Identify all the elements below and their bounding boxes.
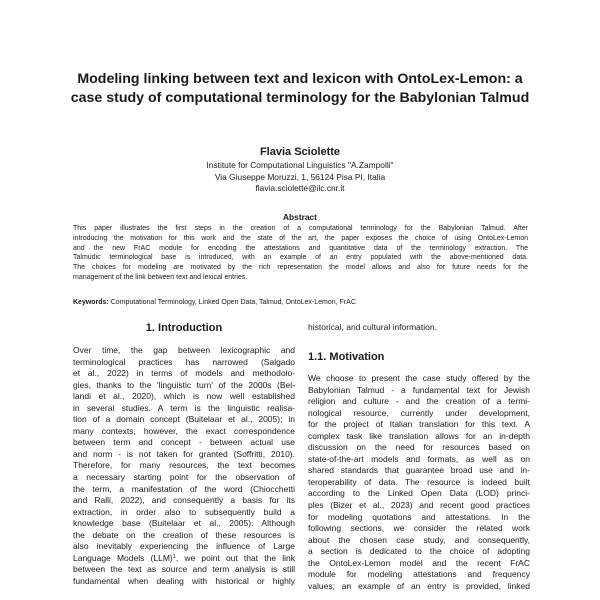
- body-line: We choose to present the case study offered by the: [308, 373, 530, 383]
- body-line: for the project of Italian translation for this text. A: [308, 419, 530, 430]
- body-line: a necessary starting point for the observation of: [73, 472, 295, 483]
- body-line: between the text as source and term analysis is still: [73, 564, 295, 575]
- body-line: ples (Bizer et al., 2023) and recent good practices: [308, 500, 530, 511]
- body-line: about the chosen case study, and consequently,: [308, 534, 530, 545]
- keywords-text: Computational Terminology, Linked Open Data, Talmud, OntoLex-Lemon, FrAC: [108, 299, 356, 306]
- body-line: Therefore, for many resources, the text becomes: [73, 460, 295, 471]
- body-line: between term and concept - between actual use: [73, 437, 295, 448]
- abstract-line: The choices for modeling are motivated by the rich representation the model allows and also for future needs for the: [73, 264, 528, 272]
- motivation-heading: 1.1. Motivation: [308, 351, 385, 363]
- body-line: according to the Linked Open Data (LOD) princi-: [308, 488, 530, 499]
- paper-title: [40, 70, 560, 108]
- introduction-heading: 1. Introduction: [145, 322, 223, 334]
- body-line: for modeling quotations and attestations. In the: [308, 511, 530, 522]
- body-line: the debate on the creation of these resources is: [73, 529, 295, 540]
- body-line: in several studies. A term is the linguistic realisa-: [73, 402, 295, 413]
- body-line: extraction, in order also to subsequently build a: [73, 506, 295, 517]
- abstract-line: introducing the motivation for this work and the state of the art, the paper exposes the choice of using OntoLex-Lemon: [73, 234, 528, 242]
- title-line: Modeling linking between text and lexicon with OntoLex-Lemon: a: [77, 71, 523, 87]
- keywords: [73, 298, 528, 308]
- body-line: nological resource, currently under development,: [308, 407, 530, 418]
- abstract-line: management of the link between text and lexical entries.: [73, 273, 248, 281]
- body-line-part: Language Models (LLM): [73, 552, 173, 563]
- body-line: terminological practices has narrowed (Salgado: [73, 356, 295, 367]
- right-column-top: [308, 322, 530, 334]
- body-line: the term, a manifestation of the word (Chiocchetti: [73, 483, 295, 494]
- body-line: religion and culture - and the creation of a termi-: [308, 396, 530, 407]
- body-line: values; an example of an entry is provided, linked: [308, 580, 530, 591]
- body-line: the OntoLex-Lemon model and the recent FrAC: [308, 557, 530, 568]
- author-address: Via Giuseppe Moruzzi, 1, 56124 Pisa PI, Italia: [214, 171, 386, 182]
- motivation-body: [308, 373, 530, 592]
- body-line: module for modeling attestations and frequency: [308, 569, 530, 580]
- body-line-part: , we point out that the link: [175, 552, 295, 563]
- body-line: gies, thanks to the 'linguistic turn' of the 2000s (Bel-: [73, 379, 295, 390]
- body-line: discussion on the need for resources based on: [308, 442, 530, 453]
- body-line: a section is dedicated to the choice of adopting: [308, 546, 530, 557]
- title-line: case study of computational terminology for the Babylonian Talmud: [70, 90, 530, 106]
- abstract-line: Talmudic terminological base is introduced, with an example of an entry populated with the above-mentioned data.: [73, 254, 528, 262]
- body-line: Over time, the gap between lexicographic and: [73, 345, 295, 355]
- abstract-body: [73, 224, 528, 283]
- body-line: [73, 553, 295, 565]
- author-email[interactable]: flavia.sciolette@ilc.cnr.it: [255, 183, 345, 193]
- author-block: [150, 146, 450, 195]
- body-line: shared standards that guarantee broad use and in-: [308, 465, 530, 476]
- body-line: historical, and cultural information.: [308, 322, 437, 332]
- keywords-label: Keywords:: [73, 299, 109, 306]
- body-line: following sections, we consider the related work: [308, 523, 530, 534]
- body-line: knowledge base (Buitelaar et al., 2005). Although: [73, 518, 295, 529]
- body-line: and Ralli, 2022), and consequently a basis for its: [73, 495, 295, 506]
- body-line: also inevitably experiencing the influence of Large: [73, 541, 295, 552]
- body-line: fundamental when dealing with historical or highly: [73, 575, 295, 586]
- introduction-body: [73, 345, 295, 587]
- body-line: state-of-the-art models and formats, as well as on: [308, 453, 530, 464]
- body-line: landi et al., 2020), which is now well established: [73, 391, 295, 402]
- author-institute: Institute for Computational Linguistics "A.Zampolli": [206, 160, 394, 170]
- abstract-heading: Abstract: [283, 212, 317, 222]
- body-line: teroperability of data. The resource is indeed built: [308, 476, 530, 487]
- footnote-marker[interactable]: 1: [172, 553, 176, 560]
- abstract-line: This paper illustrates the first steps in the creation of a computational terminology for the Babylonian Talmud. After: [73, 225, 528, 232]
- body-line: et al., 2022) in terms of models and methodolo-: [73, 368, 295, 379]
- body-line: tion of a domain concept (Buitelaar et al., 2005); in: [73, 414, 295, 425]
- body-line: and norm - is not taken for granted (Soffritti, 2010).: [73, 448, 295, 459]
- body-line: many contexts, however, the exact correspondence: [73, 425, 295, 436]
- abstract-line: and the new FrAC module for encoding the attestations and quantitative data of the terminology extraction. The: [73, 244, 528, 252]
- body-line: Babylonian Talmud - a fundamental text for Jewish: [308, 384, 530, 395]
- author-name: Flavia Sciolette: [259, 146, 341, 158]
- body-line: complex task like translation allows for an in-depth: [308, 430, 530, 441]
